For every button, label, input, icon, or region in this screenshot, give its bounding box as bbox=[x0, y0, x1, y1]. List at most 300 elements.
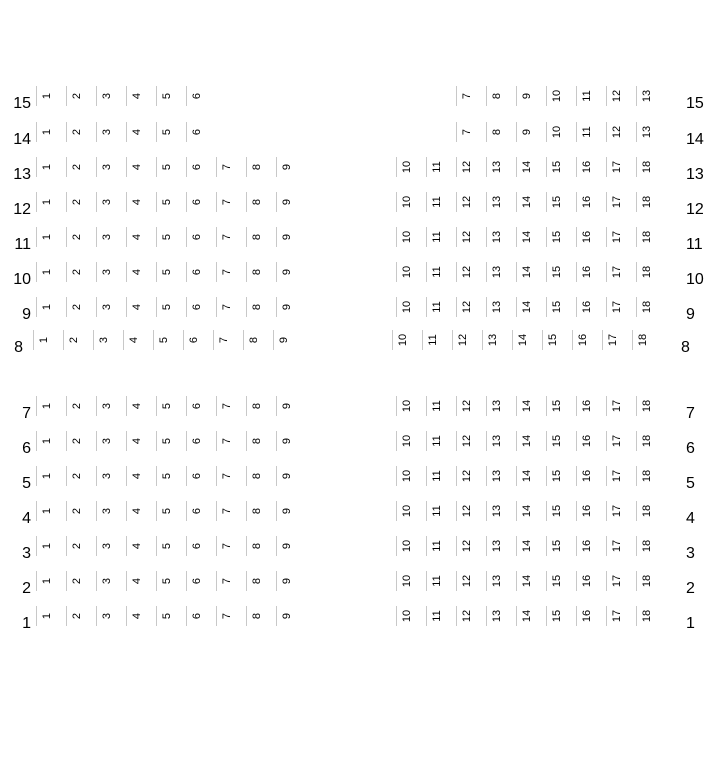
seat[interactable] bbox=[636, 297, 653, 317]
seat[interactable] bbox=[126, 396, 143, 416]
seat[interactable] bbox=[516, 227, 533, 247]
seat-number: 15 bbox=[551, 504, 563, 518]
seat[interactable] bbox=[186, 501, 203, 521]
seat[interactable] bbox=[126, 431, 143, 451]
seat[interactable] bbox=[186, 606, 203, 626]
seat[interactable] bbox=[456, 157, 473, 177]
seat[interactable] bbox=[606, 122, 623, 142]
seat[interactable] bbox=[606, 262, 623, 282]
seat-number: 9 bbox=[281, 437, 293, 445]
seat-number: 14 bbox=[521, 539, 533, 553]
seat[interactable] bbox=[546, 122, 563, 142]
seat[interactable] bbox=[452, 330, 469, 350]
seat[interactable] bbox=[546, 501, 563, 521]
seat[interactable] bbox=[66, 192, 83, 212]
seat[interactable] bbox=[516, 571, 533, 591]
seat[interactable] bbox=[126, 157, 143, 177]
seat[interactable] bbox=[156, 396, 173, 416]
seat[interactable] bbox=[186, 262, 203, 282]
seat[interactable] bbox=[276, 606, 293, 626]
seat[interactable] bbox=[546, 262, 563, 282]
seat[interactable] bbox=[66, 262, 83, 282]
seat-number: 10 bbox=[401, 469, 413, 483]
seat-number: 14 bbox=[521, 434, 533, 448]
seat[interactable] bbox=[276, 192, 293, 212]
seat-number: 4 bbox=[128, 336, 140, 344]
seat-number: 16 bbox=[581, 504, 593, 518]
seat[interactable] bbox=[426, 571, 443, 591]
seat[interactable] bbox=[123, 330, 140, 350]
seat[interactable] bbox=[36, 192, 53, 212]
seat[interactable] bbox=[36, 501, 53, 521]
seat[interactable] bbox=[516, 431, 533, 451]
seat[interactable] bbox=[636, 431, 653, 451]
seat[interactable] bbox=[486, 571, 503, 591]
seat[interactable] bbox=[36, 122, 53, 142]
seat[interactable] bbox=[273, 330, 290, 350]
seat[interactable] bbox=[36, 431, 53, 451]
seat[interactable] bbox=[546, 192, 563, 212]
seat[interactable] bbox=[486, 227, 503, 247]
seat[interactable] bbox=[606, 571, 623, 591]
seat[interactable] bbox=[216, 262, 233, 282]
seat[interactable] bbox=[636, 606, 653, 626]
seat[interactable] bbox=[276, 297, 293, 317]
seat[interactable] bbox=[156, 192, 173, 212]
seat[interactable] bbox=[486, 192, 503, 212]
seat[interactable] bbox=[516, 122, 533, 142]
seat[interactable] bbox=[246, 396, 263, 416]
seat[interactable] bbox=[636, 192, 653, 212]
seat[interactable] bbox=[96, 396, 113, 416]
seat[interactable] bbox=[216, 571, 233, 591]
seat[interactable] bbox=[486, 501, 503, 521]
seat[interactable] bbox=[426, 606, 443, 626]
seat[interactable] bbox=[636, 86, 653, 106]
row-label: 9 bbox=[22, 306, 31, 323]
seat[interactable] bbox=[602, 330, 619, 350]
seat[interactable] bbox=[396, 431, 413, 451]
seat[interactable] bbox=[246, 501, 263, 521]
seat[interactable] bbox=[156, 466, 173, 486]
seat[interactable] bbox=[516, 606, 533, 626]
seat[interactable] bbox=[96, 501, 113, 521]
seat[interactable] bbox=[636, 501, 653, 521]
seat[interactable] bbox=[516, 192, 533, 212]
seat-number: 15 bbox=[551, 195, 563, 209]
seat[interactable] bbox=[516, 262, 533, 282]
seat[interactable] bbox=[636, 466, 653, 486]
seat[interactable] bbox=[66, 571, 83, 591]
seat[interactable] bbox=[426, 431, 443, 451]
seat[interactable] bbox=[636, 122, 653, 142]
row-label: 10 bbox=[13, 271, 31, 288]
seat[interactable] bbox=[96, 262, 113, 282]
seat[interactable] bbox=[426, 297, 443, 317]
seat[interactable] bbox=[486, 262, 503, 282]
seat[interactable] bbox=[216, 501, 233, 521]
seat[interactable] bbox=[126, 571, 143, 591]
seat[interactable] bbox=[426, 262, 443, 282]
seat-number: 1 bbox=[41, 128, 53, 136]
seat[interactable] bbox=[153, 330, 170, 350]
seat[interactable] bbox=[276, 466, 293, 486]
seat[interactable] bbox=[456, 431, 473, 451]
seat[interactable] bbox=[66, 227, 83, 247]
seat[interactable] bbox=[276, 262, 293, 282]
seat[interactable] bbox=[576, 466, 593, 486]
seat[interactable] bbox=[126, 86, 143, 106]
seat[interactable] bbox=[276, 396, 293, 416]
seat[interactable] bbox=[456, 501, 473, 521]
seat[interactable] bbox=[486, 157, 503, 177]
seat[interactable] bbox=[422, 330, 439, 350]
seat[interactable] bbox=[396, 192, 413, 212]
seat-number: 6 bbox=[191, 303, 203, 311]
seat[interactable] bbox=[546, 157, 563, 177]
seat[interactable] bbox=[66, 501, 83, 521]
seat[interactable] bbox=[96, 122, 113, 142]
seat[interactable] bbox=[36, 536, 53, 556]
seat[interactable] bbox=[426, 501, 443, 521]
seat[interactable] bbox=[486, 86, 503, 106]
seat[interactable] bbox=[516, 86, 533, 106]
seat[interactable] bbox=[572, 330, 589, 350]
seat[interactable] bbox=[486, 396, 503, 416]
seat[interactable] bbox=[126, 606, 143, 626]
seat[interactable] bbox=[126, 192, 143, 212]
seat[interactable] bbox=[186, 431, 203, 451]
seat-number: 3 bbox=[101, 303, 113, 311]
seat[interactable] bbox=[516, 536, 533, 556]
seat[interactable] bbox=[216, 157, 233, 177]
seat[interactable] bbox=[243, 330, 260, 350]
seat[interactable] bbox=[216, 466, 233, 486]
seat[interactable] bbox=[546, 396, 563, 416]
seat[interactable] bbox=[96, 86, 113, 106]
seat[interactable] bbox=[216, 606, 233, 626]
seat[interactable] bbox=[396, 297, 413, 317]
seat[interactable] bbox=[482, 330, 499, 350]
seat[interactable] bbox=[542, 330, 559, 350]
seat-number: 7 bbox=[221, 198, 233, 206]
seat[interactable] bbox=[246, 571, 263, 591]
seat[interactable] bbox=[66, 297, 83, 317]
seat[interactable] bbox=[66, 606, 83, 626]
seat-number: 6 bbox=[191, 507, 203, 515]
seat[interactable] bbox=[36, 157, 53, 177]
seat[interactable] bbox=[186, 571, 203, 591]
seat[interactable] bbox=[396, 536, 413, 556]
seat[interactable] bbox=[96, 606, 113, 626]
seat[interactable] bbox=[636, 571, 653, 591]
seat[interactable] bbox=[66, 466, 83, 486]
seat[interactable] bbox=[396, 571, 413, 591]
seat[interactable] bbox=[276, 431, 293, 451]
seat[interactable] bbox=[96, 571, 113, 591]
seat[interactable] bbox=[576, 262, 593, 282]
seat-number: 4 bbox=[131, 92, 143, 100]
seat[interactable] bbox=[456, 297, 473, 317]
seat[interactable] bbox=[66, 157, 83, 177]
seat[interactable] bbox=[186, 396, 203, 416]
seat[interactable] bbox=[276, 536, 293, 556]
seat[interactable] bbox=[186, 157, 203, 177]
seat[interactable] bbox=[426, 536, 443, 556]
seat[interactable] bbox=[546, 86, 563, 106]
seat[interactable] bbox=[576, 192, 593, 212]
seat-number: 6 bbox=[191, 577, 203, 585]
seat-number: 5 bbox=[161, 198, 173, 206]
seat[interactable] bbox=[156, 122, 173, 142]
seat[interactable] bbox=[216, 431, 233, 451]
seat[interactable] bbox=[63, 330, 80, 350]
seat[interactable] bbox=[276, 571, 293, 591]
seat[interactable] bbox=[576, 86, 593, 106]
seat[interactable] bbox=[456, 536, 473, 556]
seat[interactable] bbox=[36, 227, 53, 247]
seat[interactable] bbox=[213, 330, 230, 350]
seat[interactable] bbox=[396, 227, 413, 247]
seat[interactable] bbox=[512, 330, 529, 350]
seat[interactable] bbox=[156, 431, 173, 451]
seat[interactable] bbox=[636, 536, 653, 556]
seat[interactable] bbox=[426, 157, 443, 177]
seat-number: 18 bbox=[641, 469, 653, 483]
seat[interactable] bbox=[216, 227, 233, 247]
seat[interactable] bbox=[126, 536, 143, 556]
seat[interactable] bbox=[456, 262, 473, 282]
seat-number: 7 bbox=[221, 268, 233, 276]
seat[interactable] bbox=[186, 122, 203, 142]
seat[interactable] bbox=[576, 227, 593, 247]
seat[interactable] bbox=[396, 466, 413, 486]
seat[interactable] bbox=[576, 431, 593, 451]
seat-number: 9 bbox=[521, 128, 533, 136]
seat-number: 4 bbox=[131, 303, 143, 311]
seat-number: 6 bbox=[191, 542, 203, 550]
seat[interactable] bbox=[396, 606, 413, 626]
seat[interactable] bbox=[486, 431, 503, 451]
seat[interactable] bbox=[576, 571, 593, 591]
seat[interactable] bbox=[486, 536, 503, 556]
seat[interactable] bbox=[456, 227, 473, 247]
seat[interactable] bbox=[516, 466, 533, 486]
seat[interactable] bbox=[486, 297, 503, 317]
seat[interactable] bbox=[636, 396, 653, 416]
seat[interactable] bbox=[156, 606, 173, 626]
seat[interactable] bbox=[186, 192, 203, 212]
seat[interactable] bbox=[186, 227, 203, 247]
seat[interactable] bbox=[156, 227, 173, 247]
seat[interactable] bbox=[426, 466, 443, 486]
seat[interactable] bbox=[183, 330, 200, 350]
seat-number: 11 bbox=[431, 231, 443, 243]
seat[interactable] bbox=[576, 501, 593, 521]
seat[interactable] bbox=[96, 466, 113, 486]
seat[interactable] bbox=[486, 466, 503, 486]
seat[interactable] bbox=[186, 86, 203, 106]
seat-number: 1 bbox=[41, 507, 53, 515]
seat[interactable] bbox=[276, 501, 293, 521]
seat[interactable] bbox=[606, 466, 623, 486]
seat[interactable] bbox=[426, 192, 443, 212]
seat[interactable] bbox=[66, 396, 83, 416]
seat[interactable] bbox=[486, 122, 503, 142]
seat[interactable] bbox=[96, 192, 113, 212]
seat[interactable] bbox=[126, 262, 143, 282]
seat[interactable] bbox=[36, 396, 53, 416]
seat[interactable] bbox=[33, 330, 50, 350]
seat[interactable] bbox=[636, 157, 653, 177]
seat[interactable] bbox=[636, 227, 653, 247]
seat[interactable] bbox=[96, 431, 113, 451]
row-label: 3 bbox=[686, 545, 695, 562]
seat[interactable] bbox=[216, 536, 233, 556]
seat[interactable] bbox=[66, 122, 83, 142]
seat[interactable] bbox=[456, 192, 473, 212]
seat[interactable] bbox=[156, 86, 173, 106]
seat-number: 16 bbox=[581, 160, 593, 174]
seat[interactable] bbox=[576, 396, 593, 416]
seat[interactable] bbox=[246, 536, 263, 556]
seat[interactable] bbox=[456, 86, 473, 106]
seat[interactable] bbox=[156, 501, 173, 521]
seat[interactable] bbox=[66, 431, 83, 451]
seat[interactable] bbox=[156, 297, 173, 317]
seat[interactable] bbox=[606, 606, 623, 626]
seat[interactable] bbox=[216, 297, 233, 317]
seat-number: 16 bbox=[581, 399, 593, 413]
seat[interactable] bbox=[606, 536, 623, 556]
seat[interactable] bbox=[96, 157, 113, 177]
seat[interactable] bbox=[576, 606, 593, 626]
seat[interactable] bbox=[126, 501, 143, 521]
seat[interactable] bbox=[126, 297, 143, 317]
seat[interactable] bbox=[186, 466, 203, 486]
seat-number: 12 bbox=[461, 399, 473, 413]
seat[interactable] bbox=[546, 297, 563, 317]
seat[interactable] bbox=[606, 157, 623, 177]
seat[interactable] bbox=[576, 297, 593, 317]
seat[interactable] bbox=[636, 262, 653, 282]
seat-number: 11 bbox=[431, 266, 443, 278]
seat[interactable] bbox=[516, 157, 533, 177]
seat[interactable] bbox=[96, 297, 113, 317]
seat[interactable] bbox=[426, 396, 443, 416]
seat[interactable] bbox=[606, 297, 623, 317]
seat[interactable] bbox=[156, 536, 173, 556]
seat[interactable] bbox=[396, 157, 413, 177]
seat[interactable] bbox=[516, 297, 533, 317]
seat[interactable] bbox=[516, 396, 533, 416]
seat[interactable] bbox=[632, 330, 649, 350]
seat[interactable] bbox=[246, 466, 263, 486]
seat[interactable] bbox=[156, 262, 173, 282]
seat[interactable] bbox=[246, 431, 263, 451]
seat[interactable] bbox=[486, 606, 503, 626]
seat-number: 16 bbox=[581, 300, 593, 314]
seat[interactable] bbox=[396, 396, 413, 416]
seat[interactable] bbox=[546, 431, 563, 451]
seat[interactable] bbox=[546, 606, 563, 626]
seat[interactable] bbox=[93, 330, 110, 350]
seat[interactable] bbox=[456, 606, 473, 626]
seat-number: 2 bbox=[71, 472, 83, 480]
seat[interactable] bbox=[96, 227, 113, 247]
seat[interactable] bbox=[392, 330, 409, 350]
seat[interactable] bbox=[36, 262, 53, 282]
seat[interactable] bbox=[456, 122, 473, 142]
seat[interactable] bbox=[36, 466, 53, 486]
seat[interactable] bbox=[216, 192, 233, 212]
seat[interactable] bbox=[396, 501, 413, 521]
seat[interactable] bbox=[576, 536, 593, 556]
seat[interactable] bbox=[606, 227, 623, 247]
seat[interactable] bbox=[66, 536, 83, 556]
seat-number: 4 bbox=[131, 437, 143, 445]
seat[interactable] bbox=[36, 606, 53, 626]
seat[interactable] bbox=[546, 466, 563, 486]
seat[interactable] bbox=[246, 227, 263, 247]
seat[interactable] bbox=[606, 501, 623, 521]
seat-number: 17 bbox=[611, 574, 623, 588]
seat-number: 10 bbox=[401, 160, 413, 174]
seat[interactable] bbox=[276, 227, 293, 247]
seat-number: 18 bbox=[641, 265, 653, 279]
row-label: 13 bbox=[13, 166, 31, 183]
seat[interactable] bbox=[606, 192, 623, 212]
row-label: 9 bbox=[686, 306, 695, 323]
seat[interactable] bbox=[156, 571, 173, 591]
seat[interactable] bbox=[546, 227, 563, 247]
seat[interactable] bbox=[456, 571, 473, 591]
seat[interactable] bbox=[546, 536, 563, 556]
seat[interactable] bbox=[126, 122, 143, 142]
seat-number: 16 bbox=[581, 265, 593, 279]
seat[interactable] bbox=[246, 157, 263, 177]
seat[interactable] bbox=[516, 501, 533, 521]
seat[interactable] bbox=[606, 86, 623, 106]
seat[interactable] bbox=[36, 571, 53, 591]
seat[interactable] bbox=[36, 297, 53, 317]
seat[interactable] bbox=[606, 396, 623, 416]
seat[interactable] bbox=[456, 466, 473, 486]
seat[interactable] bbox=[186, 297, 203, 317]
seat[interactable] bbox=[156, 157, 173, 177]
seat[interactable] bbox=[126, 227, 143, 247]
seat[interactable] bbox=[66, 86, 83, 106]
seat[interactable] bbox=[96, 536, 113, 556]
seat[interactable] bbox=[276, 157, 293, 177]
seat[interactable] bbox=[396, 262, 413, 282]
seat[interactable] bbox=[186, 536, 203, 556]
seat[interactable] bbox=[246, 297, 263, 317]
seat[interactable] bbox=[246, 262, 263, 282]
seat[interactable] bbox=[216, 396, 233, 416]
seat[interactable] bbox=[246, 606, 263, 626]
seat[interactable] bbox=[126, 466, 143, 486]
seat[interactable] bbox=[606, 431, 623, 451]
seat[interactable] bbox=[576, 157, 593, 177]
seat-number: 18 bbox=[641, 160, 653, 174]
seat[interactable] bbox=[426, 227, 443, 247]
seat[interactable] bbox=[246, 192, 263, 212]
seat[interactable] bbox=[456, 396, 473, 416]
seat[interactable] bbox=[576, 122, 593, 142]
seat[interactable] bbox=[36, 86, 53, 106]
seat[interactable] bbox=[546, 571, 563, 591]
